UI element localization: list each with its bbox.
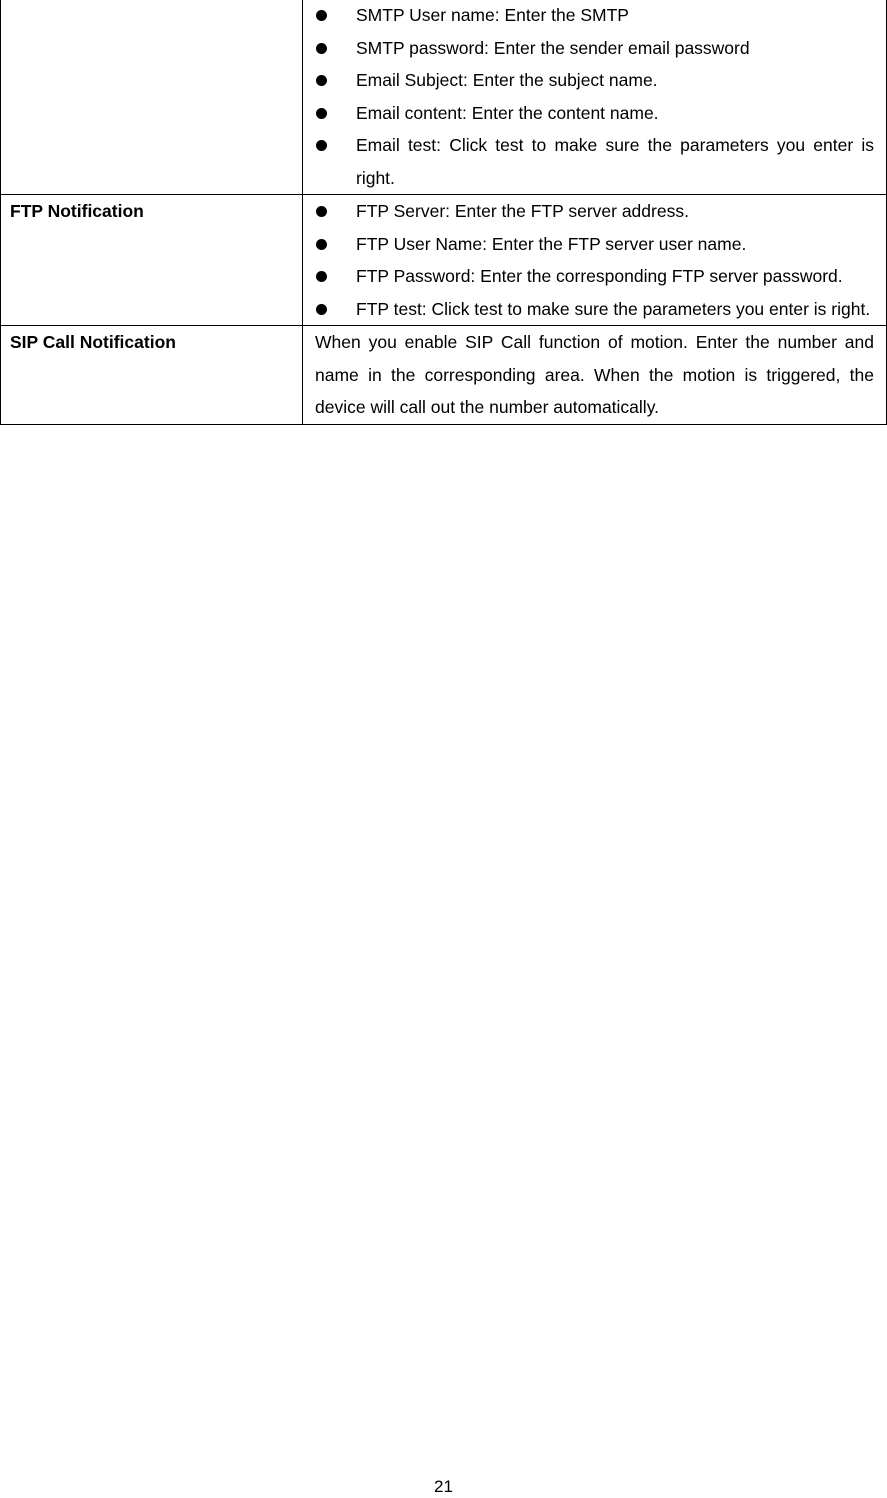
list-item: FTP Password: Enter the corresponding FTP server password. <box>303 260 874 293</box>
bullet-list <box>303 0 874 194</box>
page-number: 21 <box>434 1477 453 1496</box>
bullet-icon <box>316 271 327 282</box>
list-item: SMTP User name: Enter the SMTP <box>303 0 874 32</box>
list-item: Email test: Click test to make sure the parameters you enter is right. <box>303 129 874 194</box>
list-item: FTP test: Click test to make sure the parameters you enter is right. <box>303 293 874 326</box>
bullet-icon <box>316 43 327 54</box>
bullet-icon <box>316 108 327 119</box>
bullet-icon <box>316 239 327 250</box>
settings-description-table <box>0 0 887 425</box>
list-item: FTP User Name: Enter the FTP server user name. <box>303 228 874 261</box>
row-label-sip-call-notification: SIP Call Notification <box>1 326 303 425</box>
bullet-icon <box>316 10 327 21</box>
bullet-icon <box>316 304 327 315</box>
table-row <box>1 326 887 425</box>
row-description-sip <box>303 326 887 425</box>
list-item: Email Subject: Enter the subject name. <box>303 64 874 97</box>
bullet-icon <box>316 140 327 151</box>
table-row <box>1 195 887 326</box>
bullet-list <box>303 195 874 325</box>
list-item: FTP Server: Enter the FTP server address. <box>303 195 874 228</box>
row-description-email <box>303 0 887 195</box>
bullet-icon <box>316 206 327 217</box>
list-item: Email content: Enter the content name. <box>303 97 874 130</box>
row-label-ftp-notification: FTP Notification <box>1 195 303 326</box>
list-item: SMTP password: Enter the sender email password <box>303 32 874 65</box>
row-description-ftp <box>303 195 887 326</box>
bullet-icon <box>316 75 327 86</box>
table-row <box>1 0 887 195</box>
row-label-email <box>1 0 303 195</box>
description-paragraph: When you enable SIP Call function of motion. Enter the number and name in the corresponding area. When the motion is triggered, the device will call out the number automatically. <box>315 332 874 417</box>
